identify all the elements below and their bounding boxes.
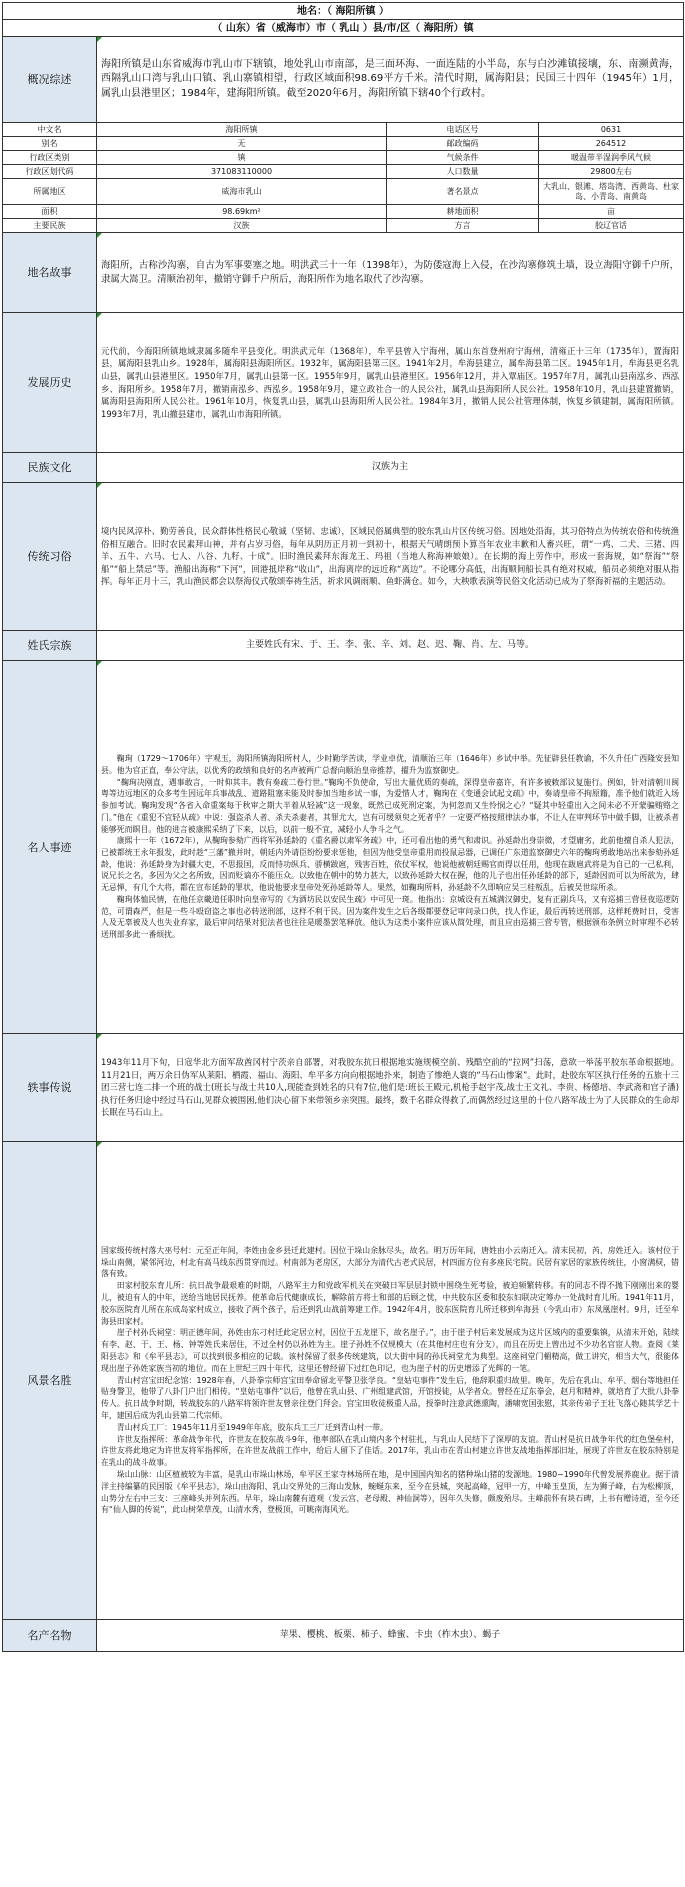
surnames-label: 姓氏宗族 <box>3 631 97 661</box>
scenery-text <box>97 1142 684 1620</box>
info-value: 29800左右 <box>539 165 684 179</box>
info-key: 人口数量 <box>387 165 539 179</box>
story-label: 地名故事 <box>3 233 97 313</box>
ethnic-culture-text: 汉族为主 <box>97 453 684 483</box>
info-key: 面积 <box>3 205 97 219</box>
info-value: 胶辽官话 <box>539 219 684 233</box>
anecdotes-text: 1943年11月下旬，日寇华北方面军敌酋冈村宁茨亲自部署，对我胶东抗日根据地实施规模空前、残酷空前的“拉网”扫荡，意欲一举荡平胶东革命根据地。11月21日，两万余日伪军从莱阳、栖霞、福山、海阳、牟平多方向向根据地扑来，制造了惨绝人寰的“马石山惨案”。此时，赴胶东军区执行任务的五旅十三团三营七连二排一个班的战士(班长与战士共10人,现能查到姓名的只有7位,他们是:班长王殿元,机枪手赵宇茂,战士王文礼、李贵、杨德培、李武斋和官子潘)执行任务归途中经过马石山,见群众被围困,他们决心留下来带领乡亲突围。最终，数千名群众得救了,而偶然经过这里的十位八路军战士为了人民群众的生命却长眠在马石山上。 <box>97 1034 684 1142</box>
paragraph: 崖子村孙氏祠堂：明正德年间，孙姓由东刁村迁此定居立村，因位于五龙崖下，故名崖子。”，由于崖子村后来发展成为这片区域内的重要集镇，从清末开始，陆续有李、赵、于、王、杨、钟等姓氏来居住，不过全村仍以孙姓为主。崖子孙姓不仅规模大（在其他村庄也有分支），而且在历史上曾出过不少功名官宦人物。查阅《莱阳县志》和《牟平县志》，可以找到很多相应的记载。该村保留了很多传统建筑，以大街中间的孙氏祠堂尤为典型。这座祠堂门楣精高，做工讲究，相当大气，很能体现出崖子孙姓家族当初的地位。而在上世纪三四十年代，这里还曾经留下过红色印记，也为崖子村的历史增添了光辉的一笔。 <box>101 1328 679 1373</box>
info-key: 电话区号 <box>387 123 539 137</box>
paragraph: 垛山山脉：山区植被较为丰富，是乳山市垛山林场，牟平区王家寺林场所在地，是中国国内知名的猪种垛山猪的发源地。1980~1990年代曾发展养鹿业。据于清洋主持编纂的民国版《牟平县志》，垛山由海阳、乳山交界处的三海山发脉，蜿蜒东来，至今在县城，突起高峰，冠甲一方，中峰玉皇顶，左为狮子峰，右为松柳顶，山势分左右中三支：三座峰头并列东西。早年，垛山南麓有道观（发云宫、老母殿、神仙洞等），因年久失修，颇废殆尽。主峰前怀有块石碑，上书有赠诗道，至今还有“仙人脚的传说”，此山树荣草茂，山清水秀，登极顶，可眺南海风光。 <box>101 1469 679 1515</box>
info-value: 大乳山、银滩、塔岛湾、西黄岛、杜家岛、小青岛、南黄岛 <box>539 179 684 205</box>
info-key: 中文名 <box>3 123 97 137</box>
notable-people-text <box>97 661 684 1034</box>
paragraph: 国家级传统村落大巫号村：元至正年间，李姓由金乡县迁此建村。因位于垛山余脉尽头，故名。明万历年间，唐姓由小云南迁入。清末民初，芮、房姓迁入。该村位于垛山南侧，紧邻河边，村北有高马线东西贯穿而过。村南部为老房区，大部分为清代古老式民居，村四面方位有多座民宅院。民居有家居的家族传统住，小窗满棂，错落有致。 <box>101 1245 679 1279</box>
info-value: 无 <box>97 137 387 151</box>
paragraph: “鞠珣决刚直，遇事敢言，一时仰其丰。教有奏疏二卷行世。”鞠珣不负使命，写出大量优质的奏疏，深得皇帝嘉许，有许多被敕部议复施行。例如，针对清朝川闽粤等边远地区的众多考生因远年兵事战乱、道路阻塞未能及时参加当地乡试一事，为爱惜人才，鞠珣在《变通会试起文疏》中，奏请皇帝不拘原籍，准予他们就近入场参加考试。鞠珣发现“各省入命重案每于秋审之期大半着从轻减”这一现象，既然已成死刑定案，为何忽而又生怜悯之心？“疑其中轻重出入之间未必不开蒙骗贿赂之门。”他在《重犯不宜轻从疏》中说：强盗杀人者、杀夫杀妻者，其罪尤大，岂有可缓须臾之死者乎？一定要严格按照律法办事，不让人在审判环节中做手脚，让被杀者能够死而瞑目。他的进言被康熙采纳了下来，以后，以前一般不宜，减轻小人争斗之气。 <box>101 777 679 834</box>
info-key: 气候条件 <box>387 151 539 165</box>
info-key: 别名 <box>3 137 97 151</box>
notable-people-label: 名人事迹 <box>3 661 97 1034</box>
info-value: 暖温带半湿润季风气候 <box>539 151 684 165</box>
paragraph: 田家村胶东育儿所：抗日战争最艰难的时期，八路军主力和党政军机关在突破日军层层封锁中围绕生死考验，被迫频繁转移。有的同志不得不抛下刚刚出来的婴儿，被迫有人的中年，送给当地居民抚养。使革命后代健康成长，解除前方将士和部的后顾之忧，中共胶东区委和胶东妇联决定筹办一处战时育儿所。1941年11月，胶东医院育儿所在东成岛家村成立，接收了两个孩子，后还到乳山战前筹建工作。1942年4月，胶东医院育儿所迁移到牟海县（今乳山市）东凤凰崖村。9月，迁至牟海县田家村。 <box>101 1281 679 1326</box>
paragraph: 青山村兵工厂：1945年11月至1949年年底，胶东兵工三厂迁到青山村一带。 <box>116 1422 388 1432</box>
paragraph: 许世友指挥所：革命战争年代，许世友在胶东战斗9年，他率部队在乳山境内多个村驻扎，与乳山人民结下了深厚的友谊。青山村是抗日战争年代的红色堡垒村，许世友将此地定为许世友将军指挥所，在许世友战前工作中，给后人留下了佳话。2017年，乳山市在青山村建立许世友战地指挥部旧址，展现了许世友在胶东特别是在乳山的战斗故事。 <box>101 1434 679 1468</box>
info-value: 371083110000 <box>97 165 387 179</box>
paragraph: 鞠珣体恤民情，在他任京畿道任职时向皇帝写的《为酒坊民以安民生疏》中可见一斑。他指出：京城设有五城满汉御史，复有正副兵马，又有巡捕三营昼夜巡逻防范，可谓森严，但是一些斗殴窃盗之事也必转送刑部，这样不利于民。因为案件发生之后各级都要登记审问录口供，找人作证，最后再转送刑部，这样耗费时日，受害人及无辜被及人也失业弃家，最后审问结果对犯法者也往往是暖墨罢笔释放。他认为这类小案件应该从简处理，而且应由巡捕三营专管，根据颁布条例立时审理不必转送刑部多此一番烦扰。 <box>101 894 679 939</box>
story-text: 海阳所，古称沙沟寨，自古为军事要塞之地。明洪武三十一年（1398年），为防倭寇海上入侵，在沙沟寨修筑土墙，设立海阳守御千户所，隶属大嵩卫。清顺治初年，撤销守御千户所后，海阳所作为地名取代了沙沟寨。 <box>97 233 684 313</box>
info-value: 0631 <box>539 123 684 137</box>
paragraph: 鞠珣（1729～1706年）字观玉，海阳所镇海阳所村人，少时勤学苦读，学业卓优，清顺治三年（1646年）乡试中举。先征辟县任教谕，不久升任广西隆安县知县。他为官正直，奉公守法，以优秀的政绩和良好的名声被两广总督向顺治皇帝推荐，擢升为监察御史。 <box>101 754 679 776</box>
info-value: 汉族 <box>97 219 387 233</box>
overview-text: 海阳所镇是山东省威海市乳山市下辖镇，地处乳山市南部，是三面环海、一面连陆的小半岛，东与白沙滩镇接壤，东、南濒黄海，西隔乳山口湾与乳山口镇、乳山寨镇相望，行政区域面积98.69平方千米。清代时期，属海阳县；民国三十四年（1945年）1月，属乳山县港里区；1984年，建海阳所镇。截至2020年6月，海阳所镇下辖40个行政村。 <box>97 37 684 123</box>
info-key: 方言 <box>387 219 539 233</box>
ethnic-culture-label: 民族文化 <box>3 453 97 483</box>
famous-products-text: 苹果、樱桃、板栗、柿子、蜂蜜、卡虫（柞木虫）、蝎子 <box>97 1620 684 1652</box>
customs-label: 传统习俗 <box>3 483 97 631</box>
info-key: 著名景点 <box>387 179 539 205</box>
info-value: 98.69km² <box>97 205 387 219</box>
info-key: 所属地区 <box>3 179 97 205</box>
place-name-title: 地名：（ 海阳所镇 ） <box>3 3 684 20</box>
place-record-sheet <box>2 2 683 1652</box>
overview-label: 概况综述 <box>3 37 97 123</box>
info-value: 亩 <box>539 205 684 219</box>
info-key: 耕地面积 <box>387 205 539 219</box>
info-value: 264512 <box>539 137 684 151</box>
history-text: 元代前，今海阳所镇地域隶属多随牟平县变化。明洪武元年（1368年），牟平县曾入宁海州，属山东首登州府宁海州，清雍正十三年（1735年），置海阳县，属海阳县乳山乡。1928年，属海阳县海阳所区。1932年，属海阳县第三区。1941年2月，牟海县建立，属牟海县第二区。1945年1月，牟海县更名乳山县，属乳山县港里区。1950年7月，属乳山县第一区。1955年9月，属乳山县港里区。1956年12月，并入覃庙区。1957年7月，属乳山县南泓乡、西泓乡、海阳所乡。1958年7月，撤销南泓乡、西泓乡。1958年9月，建立政社合一的人民公社，属乳山县海阳所人民公社。1958年10月，乳山县建置撤销，属海阳县海阳所人民公社。1961年10月，恢复乳山县，属乳山县海阳所人民公社。1984年3月，撤销人民公社管理体制，恢复乡镇建制，属海阳所镇。1993年7月，乳山撤县建市，属乳山市海阳所镇。 <box>97 313 684 453</box>
info-value: 镇 <box>97 151 387 165</box>
administrative-region: （ 山东）省（威海市）市（ 乳山 ）县/市/区（ 海阳所）镇 <box>3 20 684 37</box>
info-key: 行政区类别 <box>3 151 97 165</box>
paragraph: 青山村宫宝田纪念馆：1928年春，八卦拳宗师宫宝田奉命留北平警卫张学良。“皇姑屯事件”发生后，他辞职重归故里。晚年，先后在乳山、牟平、烟台等地担任贴身警卫，他带了八卦门户出门相传。“皇姑屯事件”以后，他曾在乳山县、广州组建武馆，开馆授徒，从学者众。曾经在辽东拳会，赵月和精神，就培育了大批八卦拳传人。抗日战争时期，转战胶东的八路军将领许世友曾亲往登门拜会。宫宝田收徒极重人品，授拳时注意武德熏陶，潘啸宽国张慰，其亲传弟子王壮飞落心随其学艺十年，建国后成为乳山县第二代宗师。 <box>101 1375 679 1420</box>
famous-products-label: 名产名物 <box>3 1620 97 1652</box>
surnames-text: 主要姓氏有宋、于、王、李、张、辛、刘、赵、迟、鞠、肖、左、马等。 <box>97 631 684 661</box>
info-key: 主要民族 <box>3 219 97 233</box>
info-key: 行政区划代码 <box>3 165 97 179</box>
customs-text: 境内民风淳朴、勤劳善良，民众群体性格民心敬诚（坚韧、忠诚），区域民俗属典型的胶东乳山片区传统习俗。因地处沿海，其习俗特点为传统农俗和传统渔俗相互融合。旧时农民素拜山神，并有占岁习俗，每年从阴历正月初一到初十，根据天气晴朗预卜算当年农业丰歉和人畜兴旺，谓“一鸡、二犬、三猪、四羊、五牛、六马、七人、八谷、九籽、十成”。旧时渔民素拜东海龙王、玛祖（当地人称海神娘娘）。在长期的海上劳作中，形成一套海规，如“祭海”“祭船”“船上禁忌”等。渔船出海称“下河”，回港抵岸称“收山”，出海离岸的远近称“离边”。不论哪分高低，出海顺间船长具有绝对权威，船员必须绝对服从指挥。每年正月十三，乳山渔民都会以祭海仪式敬颂奉祷生活，祈求风调雨顺、鱼虾满仓。如今，大秧歌表演等民俗文化活动已成为了祭海祈福的主题活动。 <box>97 483 684 631</box>
info-key: 邮政编码 <box>387 137 539 151</box>
anecdotes-label: 轶事传说 <box>3 1034 97 1142</box>
info-value: 海阳所镇 <box>97 123 387 137</box>
record-table <box>2 2 684 1652</box>
scenery-label: 风景名胜 <box>3 1142 97 1620</box>
history-label: 发展历史 <box>3 313 97 453</box>
paragraph: 康熙十一年（1672年），从鞠珣参劾广西将军孙延龄的《重名爵以肃军务疏》中，还可看出他的勇气和肃识。孙延龄出身崇微，才望庸劣，此前他擅自杀人犯法，已被都统王永年报发，此时趁“三藩”撤并时，朝廷内外请臣纷纷要求惩他，但因为他受皇帝重用而投鼠忌器，已调任广东道监察御史六年的鞠珣勇敢地站出来参劾孙延龄，他说：孙延龄身为封疆大吏，不思报国，反而恃功纵兵、骄横跋扈，残害百姓，依仗军权，他说他被朝廷赐官而得以任用，他现在跋扈武将是为自已的一己私利，说兄长之名，多因为父之名所致，因而贬谪亦不能压众。以致他在朝中的势力甚大，以致孙延龄大权在握，他的儿子也出任孙延龄的部下，延龄因而可以为所欲为，肆无忌惮，有几个大将，都在宣布延龄的罪状，他说他要求皇帝处死孙延龄等人。果然，如鞠珣所料，孙延龄不久即响应吴三桂叛乱，后被吴世琮所杀。 <box>101 836 679 893</box>
info-value: 威海市乳山 <box>97 179 387 205</box>
